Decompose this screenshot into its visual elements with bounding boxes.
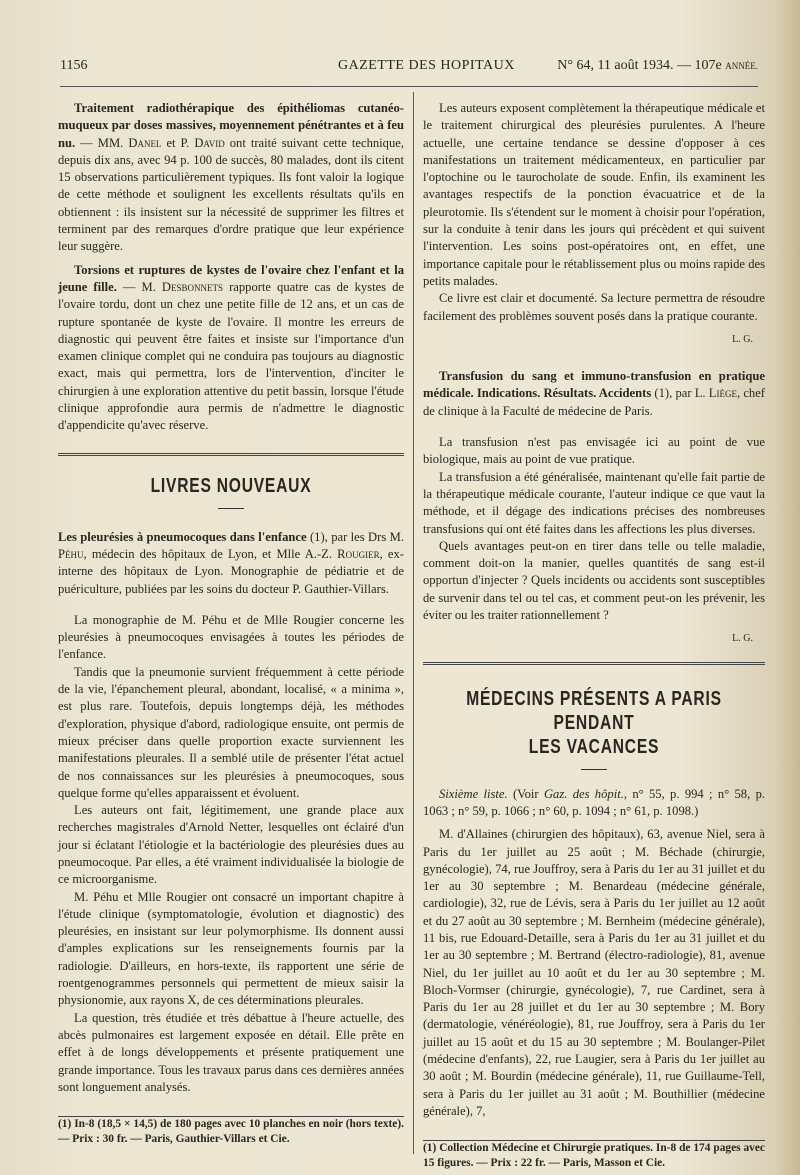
paragraph: Les auteurs ont fait, légitimement, une grande place aux recherches magistrales d'Arnold Netter, lesquelles ont éclairé d'un jour si éclatant l'étiologie et la bactériologie des pleurésies dues au pneumocoque. Par elles, a été vraiment individualisée la biologie de ce microorganisme. [58,803,404,887]
paragraph: La transfusion a été généralisée, maintenant qu'elle fait partie de la thérapeutique médicale courante, l'auteur indique ce que vaut la méthode, et il dégage des indications précises des nombreuses transfusions qui ont été faites dans les affections les plus diverses. [423,469,765,536]
text-fragment: (Voir [507,786,544,801]
author-name: Rougier [337,546,380,561]
issue-info [557,58,758,74]
paragraph: Quels avantages peut-on en tirer dans telle ou telle maladie, comment doit-on la manier, quelles quantités de sang est-il opportun d'injecter ? Quels incidents ou accidents sont susceptibles de survenir dans tel ou tel cas, et comment peut-on les prévenir, les éviter ou les traiter rationnellement ? [423,538,765,623]
signature: L. G. [732,633,753,645]
journal-title: GAZETTE DES HOPITAUX [338,58,515,73]
article-kystes [58,262,404,435]
text-fragment: , médecin des hôpitaux de Lyon, et Mlle A.-Z. [83,546,338,561]
footnote: (1) Collection Médecine et Chirurgie pratiques. In-8 de 174 pages avec 15 figures. — Prix : 22 fr. — Paris, Masson et Cie. [423,1142,765,1170]
book-entry [58,529,404,598]
article-radiotherapie [58,100,404,256]
list-header [423,786,765,821]
paragraph: Les auteurs exposent complètement la thérapeutique médicale et le traitement chirurgical des pleurésies purulentes. A l'heure actuelle, une certaine tendance se dessine d'opposer à ces manifestations un traitement médicamenteux, en particulier par l'optochine ou le taurocholate de soude. Enfin, ils examinent les avantages respectifs de la ponction évacuatrice et de la pleurotomie. Ils s'étendent sur le moment à choisir pour l'opération, sur la conduite à tenir dans les jours qui précèdent et qui suivent l'intervention. Les soins post-opératoires ont, en effet, une importance capitale pour le rétablissement plus ou moins rapide des petits malades. [423,101,765,288]
author-name: Liège [708,386,737,401]
journal-ref: Gaz. des hôpit. [543,786,624,801]
section-rule [58,453,404,456]
text-fragment: et P. [161,135,195,150]
article-title: Traitement radiothérapique des épithéliomas cutanéo-muqueux par doses massives, moyennement pénétrantes et à feu nu. [58,101,404,150]
paragraph: La question, très étudiée et très débattue à l'heure actuelle, des abcès pulmonaires est largement exposée en détail. Elle prête en effet à de longs développements et présente pratiquement une grande importance. Tous les travaux parus dans ces dernières années sont longuement analysés. [58,1010,404,1094]
text-fragment: (1), par L. [651,386,709,401]
author-name: David [194,135,225,150]
section-title-vacances: LES VACANCES [528,735,660,758]
author-name: Péhu [58,546,84,561]
running-header [60,58,788,80]
book-entry-transfusion [423,368,765,420]
text-fragment: — MM. [75,135,129,150]
author-name: Danel [128,135,162,150]
book-title: Transfusion du sang et immuno-transfusion en pratique médicale. Indications. Résultats. Accidents [423,369,765,401]
footnote: (1) In-8 (18,5 × 14,5) de 180 pages avec 10 planches en noir (hors texte). — Prix : 30 fr. — Paris, Gauthier-Villars et Cie. [58,1118,404,1146]
header-rule [60,86,758,87]
section-rule [423,662,765,665]
book-title: Les pleurésies à pneumocoques dans l'enfance [58,529,307,544]
title-dash [218,508,244,509]
physician-list: M. d'Allaines (chirurgien des hôpitaux), 63, avenue Niel, sera à Paris du 1er juillet au 25 août ; M. Béchade (chirurgie, gynécologie), 74, rue Jouffroy, sera à Paris du 1er au 31 juillet et du 1er au 30 septembre ; M. Benardeau (médecine générale, cardiologie), 32, rue de Lévis, sera à Paris du 1er juillet au 12 août et du 27 août au 30 septembre ; M. Bernheim (médecine générale), 11 bis, rue Edouard-Detaille, sera à Paris du 1er au 31 juillet et du 1er au 30 septembre ; M. Bertrand (électro-radiologie), 81, avenue Niel, du 1er juillet au 10 août et du 1er au 30 septembre ; M. Bloch-Vormser (chirurgie, gynécologie), 7, rue Cardinet, sera à Paris du 1er au 28 juillet et du 1er au 30 septembre ; M. Bory (dermatologie, vénéréologie), 81, rue Jouffroy, sera à Paris du 1er juillet au 15 août et du 15 au 30 septembre ; M. Boulanger-Pilet (médecine d'enfants), 22, rue Laugier, sera à Paris du 1er juillet au 30 août ; M. Bourdin (médecine générale), 11, rue Guillaume-Tell, sera à Paris du 1er juillet au 31 août ; M. Bouthillier (médecine générale), 7, [423,827,765,1118]
paragraph: La monographie de M. Péhu et de Mlle Rougier concerne les pleurésies à pneumocoques envisagées à toutes les périodes de l'enfance. [58,612,404,662]
text-fragment: (1), par les Drs M. [306,529,404,544]
article-body: ont traité suivant cette technique, depuis dix ans, avec 94 p. 100 de succès, 80 malades, dont ils citent 15 observations particulièrement typiques. Ils font valoir la logique de cette méthode et soulignent les excellents résultats qu'ils en obtiennent : ils insistent sur la nécessité de supprimer les filtres et terminent par des remarques d'ordre pratique que leur expérience leur suggère. [58,135,404,254]
text-fragment: , ex-interne des hôpitaux de Lyon. Monographie de pédiatrie et de puériculture, publiées par les soins du docteur P. Gauthier-Villars. [58,546,404,596]
page-number: 1156 [60,58,88,73]
section-title-medecins: MÉDECINS PRÉSENTS A PARIS PENDANT [466,687,722,734]
text-fragment: — M. [116,279,162,294]
left-column [58,100,404,1147]
article-body: rapporte quatre cas de kystes de l'ovaire tordu, dont un chez une petite fille de 12 ans, et un cas de rupture spontanée de kyste de l'ovaire. Il montre les erreurs de diagnostic qui peuvent être faites et insiste sur l'importance d'un examen clinique complet qui ne conduira pas toujours au diagnostic exact, mais qui permettra, lors de l'intervention, d'inciter le chirurgien à une exploration attentive du petit bassin, lorsque l'étude clinique approfondie aura permis de n'admettre le diagnostic d'appendicite qu'avec réserve. [58,279,405,433]
annee-label: ANNÉE. [725,61,758,71]
list-label: Sixième liste. [439,786,508,801]
paragraph: La transfusion n'est pas envisagée ici au point de vue biologique, mais au point de vue pratique. [423,435,765,467]
paragraph: Ce livre est clair et documenté. Sa lecture permettra de résoudre facilement des problèmes souvent posés dans la pratique courante. [423,291,765,323]
section-title-livres: LIVRES NOUVEAUX [150,474,312,497]
text-fragment: , chef de clinique à la Faculté de médecine de Paris. [423,386,765,418]
signature: L. G. [732,333,753,345]
paragraph: Tandis que la pneumonie survient fréquemment à cette période de la vie, l'épanchement pleural, abondant, localisé, « a minima », est plus rare. Toutefois, depuis longtemps déjà, les méthodes d'exploration, physique d'abord, radiologique ensuite, ont permis de mieux préciser dans quelle proportion exacte surviennent les manifestations pleurales. Il a semblé utile de présenter l'état actuel de nos connaissances sur les pleurésies à pneumocoques, sous quelque forme qu'elles apparaissent et évoluent. [58,664,404,800]
right-column [423,100,765,1171]
issue-date: N° 64, 11 août 1934. — 107e [557,58,722,73]
text-fragment: , n° 55, p. 994 ; n° 58, p. 1063 ; n° 59, p. 1066 ; n° 60, p. 1094 ; n° 61, p. 1098.) [423,786,766,818]
title-dash [581,769,607,770]
column-divider [413,92,414,1154]
paragraph: M. Péhu et Mlle Rougier ont consacré un important chapitre à l'étude clinique (symptomatologie, évolution et diagnostic) des pleurésies, en insistant sur leur polymorphisme. Ils donnent aussi d'amples explications sur les renseignements fournis par la radiologie. D'ailleurs, en hors-texte, ils rapportent une série de roentgenogrammes personnels qui permettent de mieux saisir la physionomie, aux rayons X, de ces déterminations pleurales. [58,889,404,1008]
article-title: Torsions et ruptures de kystes de l'ovaire chez l'enfant et la jeune fille. [58,262,404,294]
author-name: Desbonnets [161,279,224,294]
